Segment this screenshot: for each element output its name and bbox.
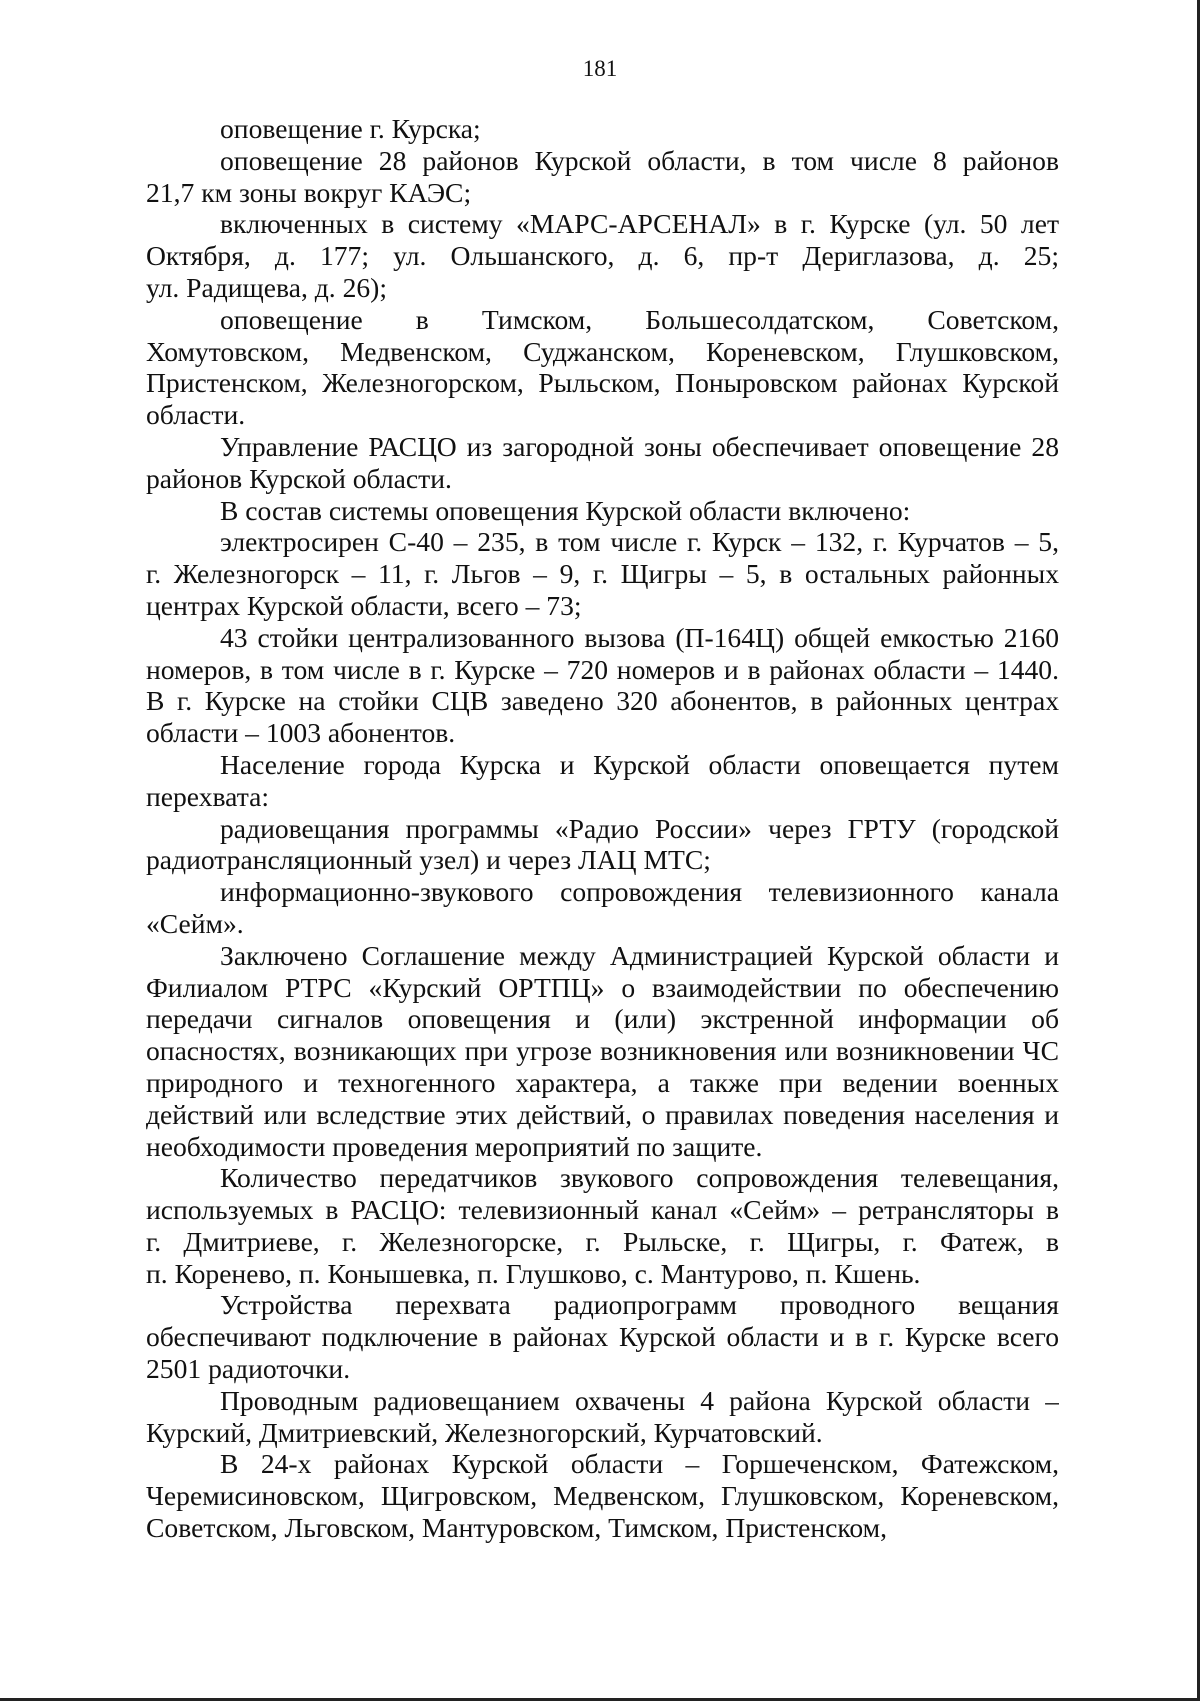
text-line: включенных в систему «МАРС-АРСЕНАЛ» в г. Курске (ул. 50 лет [220, 208, 1059, 240]
paragraph [146, 113, 1059, 145]
text-line: «Сейм». [146, 907, 244, 939]
text-line: В 24-х районах Курской области – Горшеченском, Фатежском, [220, 1448, 1059, 1480]
paragraph [146, 495, 1059, 527]
paragraph [146, 813, 1059, 877]
paragraph [146, 1289, 1059, 1384]
paragraph [146, 304, 1059, 431]
text-line: электросирен С-40 – 235, в том числе г. Курск – 132, г. Курчатов – 5, [220, 526, 1059, 558]
text-line: передачи сигналов оповещения и (или) экстренной информации об [146, 1003, 1059, 1035]
text-line: оповещение 28 районов Курской области, в том числе 8 районов [220, 144, 1059, 176]
text-line: Черемисиновском, Щигровском, Медвенском, Глушковском, Кореневском, [146, 1480, 1059, 1512]
text-line: Курский, Дмитриевский, Железногорский, Курчатовский. [146, 1416, 823, 1448]
text-line: г. Железногорск – 11, г. Льгов – 9, г. Щигры – 5, в остальных районных [146, 558, 1059, 590]
paragraph [146, 940, 1059, 1163]
text-line: оповещение в Тимском, Большесолдатском, Советском, [220, 303, 1059, 335]
paragraph [146, 208, 1059, 303]
text-line: номеров, в том числе в г. Курске – 720 номеров и в районах области – 1440. [146, 653, 1059, 685]
text-line: центрах Курской области, всего – 73; [146, 589, 582, 621]
text-line: В состав системы оповещения Курской области включено: [220, 494, 911, 526]
text-line: В г. Курске на стойки СЦВ заведено 320 абонентов, в районных центрах [146, 685, 1059, 717]
text-line: информационно-звукового сопровождения телевизионного канала [220, 876, 1059, 908]
text-line: оповещение г. Курска; [220, 113, 481, 144]
paragraph [146, 876, 1059, 940]
text-line: Количество передатчиков звукового сопровождения телевещания, [220, 1162, 1059, 1194]
paragraph [146, 749, 1059, 813]
text-line: радиовещания программы «Радио России» через ГРТУ (городской [220, 812, 1059, 844]
paragraph [146, 526, 1059, 621]
text-line: природного и техногенного характера, а также при ведении военных [146, 1066, 1059, 1098]
text-line: перехвата: [146, 780, 269, 812]
text-line: Октября, д. 177; ул. Ольшанского, д. 6, пр-т Дериглазова, д. 25; [146, 240, 1059, 272]
text-line: Филиалом РТРС «Курский ОРТПЦ» о взаимодействии по обеспечению [146, 971, 1059, 1003]
paragraph [146, 622, 1059, 749]
text-line: действий или вследствие этих действий, о правилах поведения населения и [146, 1098, 1059, 1130]
text-line: Заключено Соглашение между Администрацией Курской области и [220, 939, 1059, 971]
text-line: опасностях, возникающих при угрозе возникновения или возникновении ЧС [146, 1035, 1059, 1067]
text-line: 2501 радиоточки. [146, 1353, 351, 1385]
paragraph [146, 1448, 1059, 1543]
text-line: ул. Радищева, д. 26); [146, 271, 388, 303]
paragraph [146, 1162, 1059, 1289]
text-line: Управление РАСЦО из загородной зоны обеспечивает оповещение 28 [220, 430, 1059, 462]
paragraph [146, 1385, 1059, 1449]
text-line: районов Курской области. [146, 462, 452, 494]
text-line: Устройства перехвата радиопрограмм проводного вещания [220, 1289, 1059, 1321]
text-line: 21,7 км зоны вокруг КАЭС; [146, 176, 472, 208]
text-line: используемых в РАСЦО: телевизионный канал «Сейм» – ретрансляторы в [146, 1194, 1059, 1226]
text-line: п. Коренево, п. Конышевка, п. Глушково, с. Мантурово, п. Кшень. [146, 1257, 921, 1289]
text-line: 43 стойки централизованного вызова (П-164Ц) общей емкостью 2160 [220, 621, 1059, 653]
page-number: 181 [582, 56, 618, 81]
text-line: Хомутовском, Медвенском, Суджанском, Кореневском, Глушковском, [146, 335, 1059, 367]
text-line: обеспечивают подключение в районах Курской области и в г. Курске всего [146, 1321, 1059, 1353]
text-line: Пристенском, Железногорском, Рыльском, Поныровском районах Курской [146, 367, 1059, 399]
document-body [146, 113, 1059, 1544]
text-line: г. Дмитриеве, г. Железногорске, г. Рыльске, г. Щигры, г. Фатеж, в [146, 1225, 1059, 1257]
text-line: области – 1003 абонентов. [146, 717, 456, 749]
text-line: радиотрансляционный узел) и через ЛАЦ МТС; [146, 844, 711, 876]
text-line: области. [146, 399, 246, 431]
paragraph [146, 431, 1059, 495]
text-line: Проводным радиовещанием охвачены 4 района Курской области – [220, 1384, 1059, 1416]
paragraph [146, 145, 1059, 209]
text-line: Население города Курска и Курской области оповещается путем [220, 748, 1059, 780]
text-line: необходимости проведения мероприятий по защите. [146, 1130, 763, 1162]
text-line: Советском, Льговском, Мантуровском, Тимском, Пристенском, [146, 1512, 888, 1544]
